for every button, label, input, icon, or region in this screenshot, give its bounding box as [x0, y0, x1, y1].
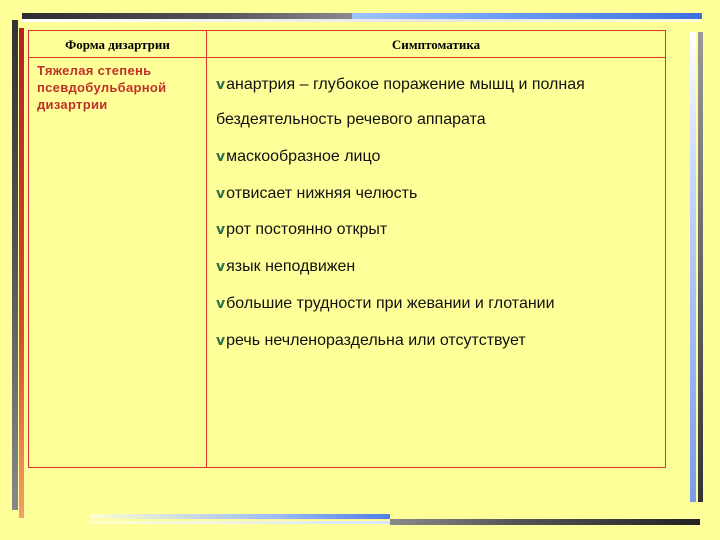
bottom-decor-bar-light [90, 521, 390, 524]
symptom-text: язык неподвижен [226, 258, 356, 276]
left-decor-bar-dark [12, 20, 18, 510]
bullet-icon: v [216, 185, 226, 202]
header-symptoms: Симптоматика [391, 37, 481, 52]
symptom-text: отвисает нижняя челюсть [226, 184, 418, 202]
bullet-icon: v [216, 295, 226, 312]
symptom-item [216, 102, 656, 139]
symptom-item [216, 249, 656, 286]
symptom-text: бездеятельность речевого аппарата [216, 111, 486, 128]
bullet-icon: v [216, 259, 226, 276]
symptom-text: большие трудности при жевании и глотании [226, 294, 555, 312]
bottom-decor-bar-blue [90, 514, 390, 519]
symptom-list [216, 68, 656, 360]
bullet-icon: v [216, 222, 226, 239]
bullet-icon: v [216, 148, 226, 165]
symptom-item [216, 286, 656, 323]
header-form: Форма дизартрии [65, 37, 170, 52]
symptom-text: маскообразное лицо [226, 147, 381, 165]
bullet-icon: v [216, 332, 226, 349]
symptom-item [216, 139, 656, 176]
dysarthria-table [28, 30, 666, 468]
symptom-text: анартрия – глубокое поражение мышц и полная [226, 76, 585, 93]
left-decor-bar-red [19, 28, 24, 518]
top-decor-bar-light [22, 19, 702, 22]
symptom-item [216, 323, 656, 360]
symptom-text: рот постоянно открыт [226, 221, 388, 239]
symptom-item [216, 212, 656, 249]
right-decor-bar-blue [690, 32, 696, 502]
header-divider [29, 57, 665, 58]
bullet-icon: v [216, 77, 226, 93]
symptom-text: речь нечленораздельна или отсутствует [226, 331, 526, 349]
right-decor-bar-dark [698, 32, 703, 502]
symptom-item [216, 68, 656, 102]
symptom-item [216, 176, 656, 213]
form-name-cell: Тяжелая степень псевдобульбарной дизартрии [37, 63, 167, 112]
bottom-decor-bar-dark [390, 519, 700, 525]
